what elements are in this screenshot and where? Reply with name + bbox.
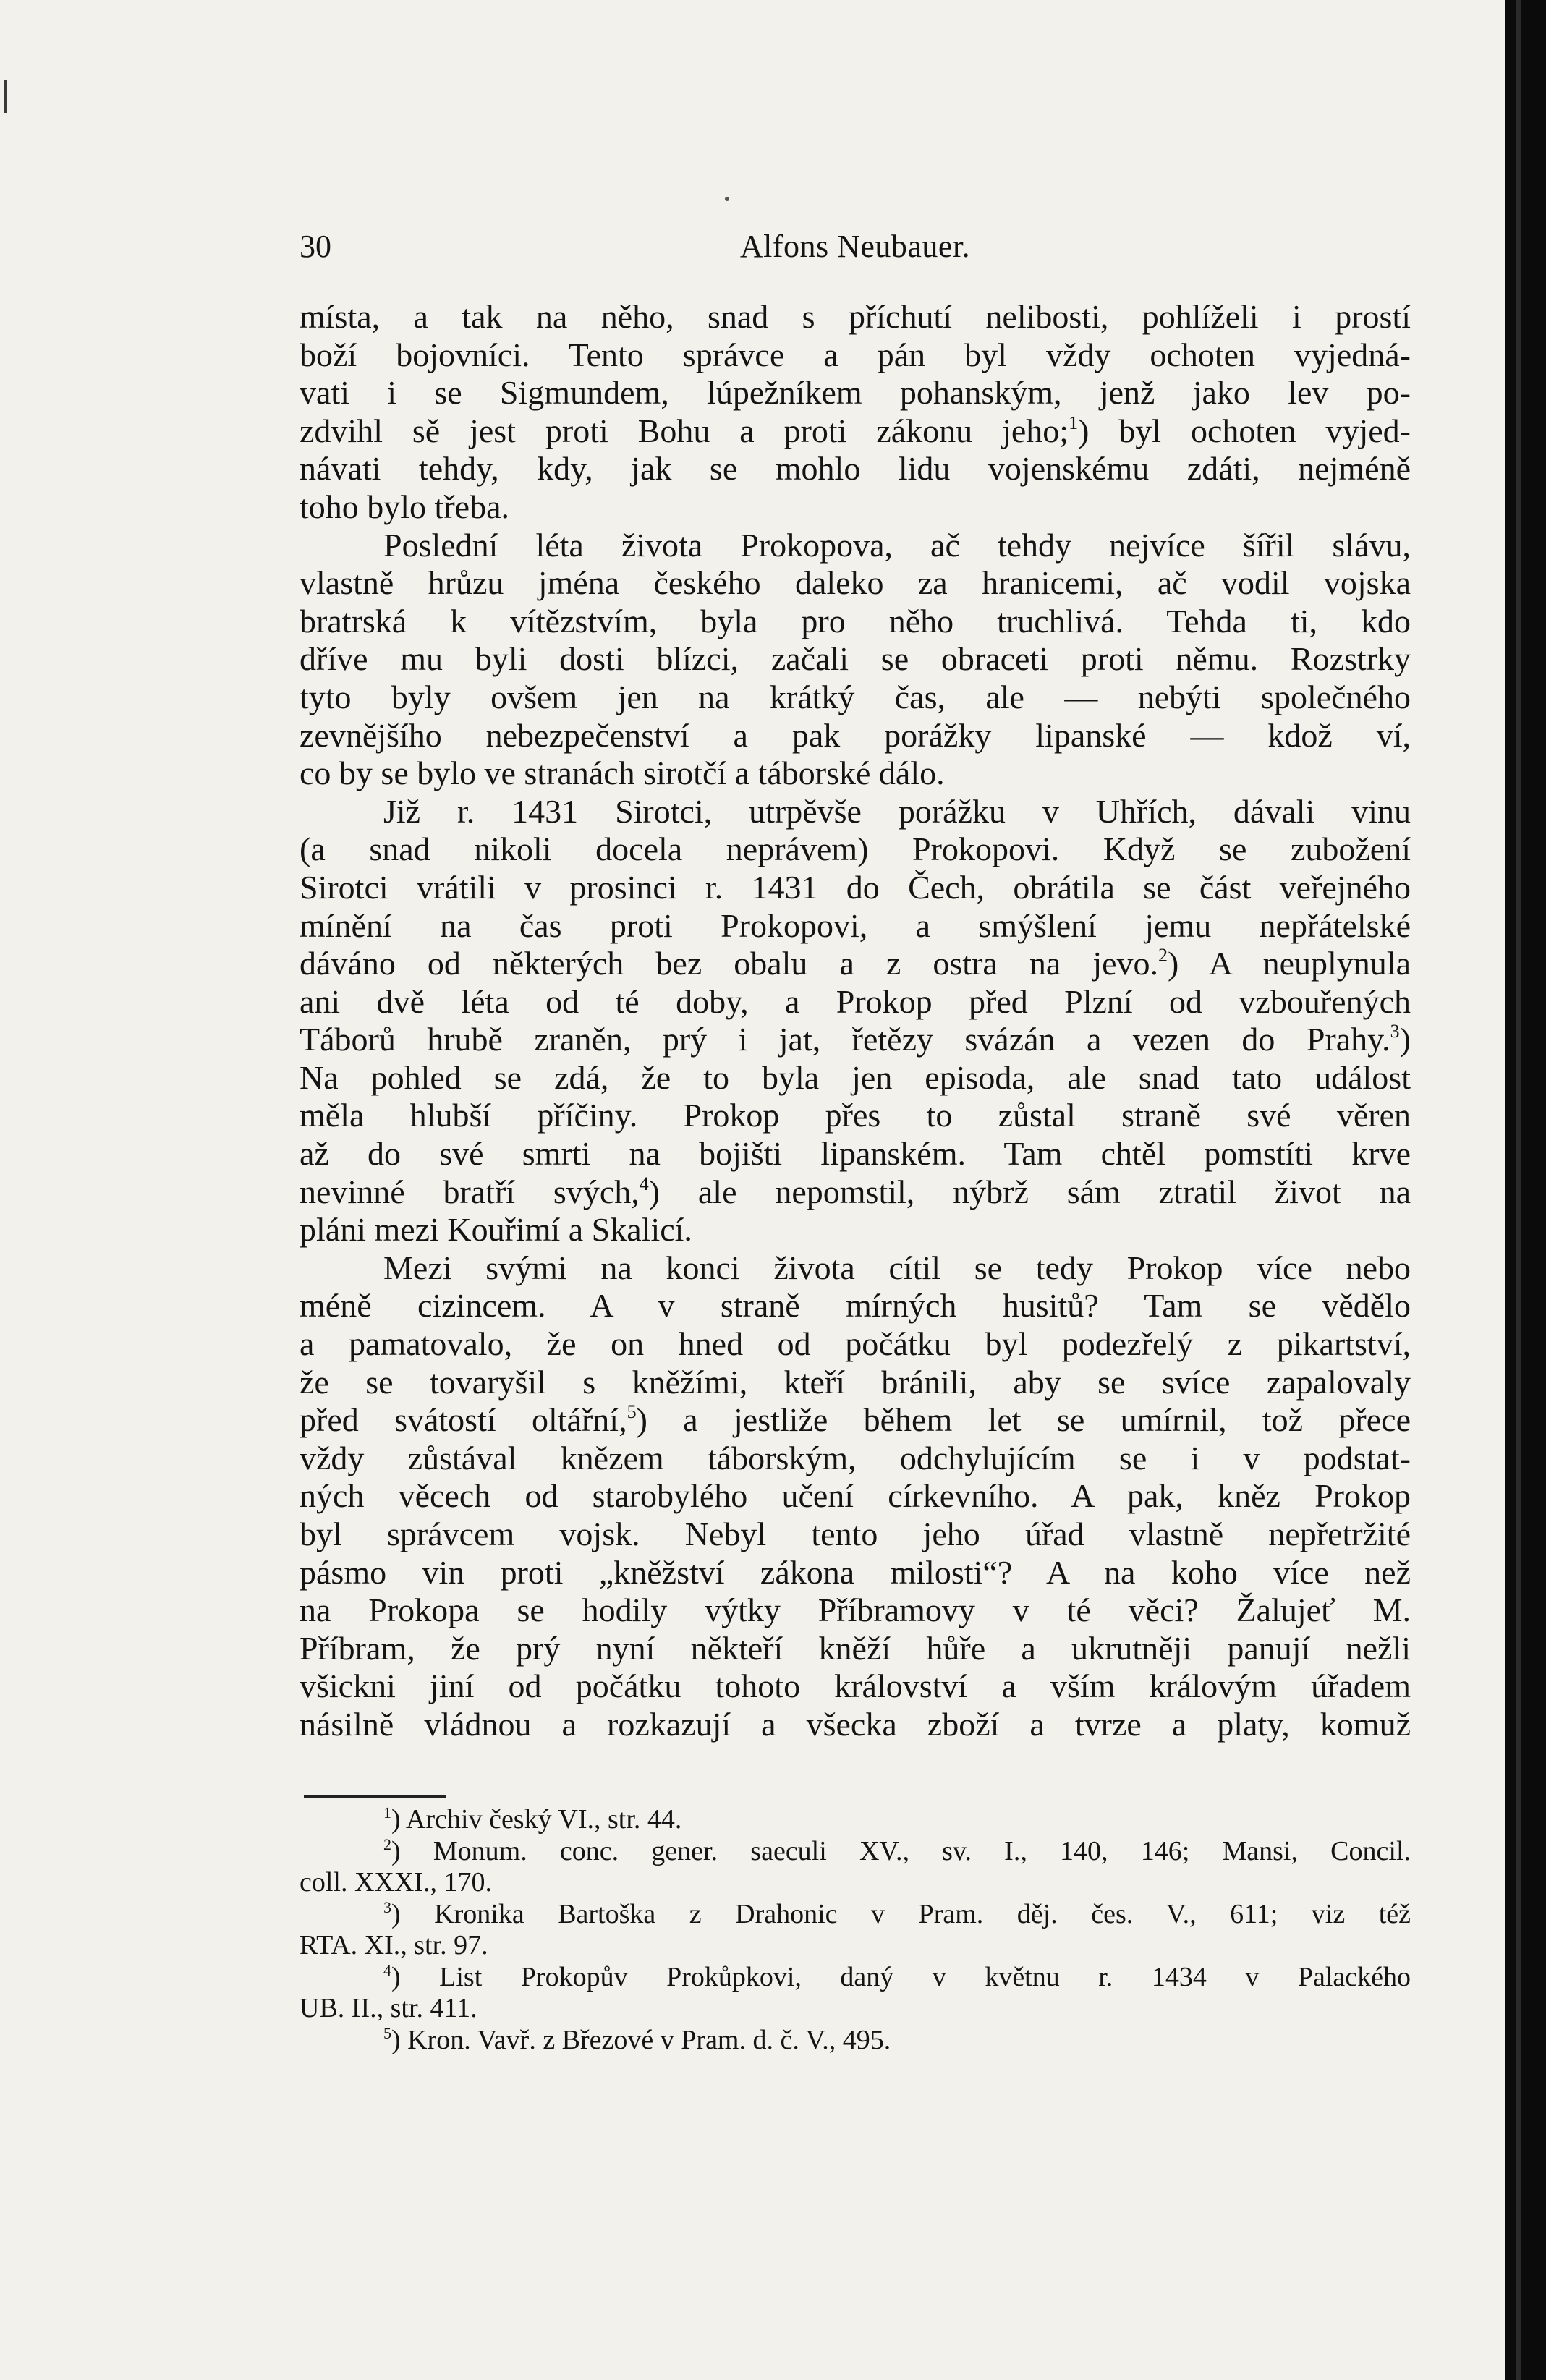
text-fragment: dáváno od některých bez obalu a z ostra na jevo. — [300, 945, 1159, 982]
running-title: Alfons Neubauer. — [739, 229, 971, 264]
text-line: Již r. 1431 Sirotci, utrpěvše porážku v Uhřích, dávali vinu — [383, 792, 1411, 830]
text-line: všickni jiní od počátku tohoto království a vším královým úřadem — [300, 1667, 1411, 1705]
footnote-line — [300, 1899, 1411, 1931]
text-line: Příbram, že prý nyní někteří kněží hůře a ukrutněji panují nežli — [300, 1629, 1411, 1667]
text-line: ani dvě léta od té doby, a Prokop před Plzní od vzbouřených — [300, 982, 1411, 1020]
text-line: ných věcech od starobylého učení církevního. A pak, kněz Prokop — [300, 1477, 1411, 1515]
footnote-ref: 4 — [639, 1173, 649, 1194]
footnote-mark: 1 — [383, 1804, 391, 1822]
footnote-text: ) Kron. Vavř. z Březové v Pram. d. č. V., 495. — [391, 2024, 891, 2055]
footnote-text: ) Monum. conc. gener. saeculi XV., sv. I., 140, 146; Mansi, Concil. — [391, 1835, 1411, 1866]
footnote-line — [300, 1804, 1411, 1836]
footnote-ref: 5 — [627, 1401, 637, 1423]
text-line: Mezi svými na konci života cítil se tedy Prokop více nebo — [383, 1249, 1411, 1286]
footnote-line — [300, 2025, 1411, 2057]
text-line: Na pohled se zdá, že to byla jen episoda, ale snad tato událost — [300, 1058, 1411, 1096]
footnote-ref: 3 — [1390, 1021, 1400, 1042]
footnote-divider — [304, 1795, 446, 1798]
text-line: byl správcem vojsk. Nebyl tento jeho úřad vlastně nepřetržité — [300, 1516, 1411, 1552]
text-line: násilně vládnou a rozkazují a všecka zboží a tvrze a platy, komuž — [300, 1705, 1411, 1743]
footnote-line — [300, 1962, 1411, 1994]
text-line: toho bylo třeba. — [300, 488, 509, 525]
text-line — [300, 1173, 1411, 1212]
scan-border-stripe — [1516, 0, 1521, 2380]
footnote-mark: 2 — [383, 1835, 391, 1853]
text-line: vždy zůstával knězem táborským, odchylujícím se i v podstat- — [300, 1439, 1411, 1476]
footnote-mark: 3 — [383, 1898, 391, 1916]
text-line — [300, 945, 1411, 983]
text-line: (a snad nikoli docela neprávem) Prokopovi. Když se zubožení — [300, 830, 1411, 868]
text-line: pláni mezi Kouřimí a Skalicí. — [300, 1211, 692, 1249]
text-line: mínění na čas proti Prokopovi, a smýšlení jemu nepřátelské — [300, 906, 1411, 944]
text-fragment: nevinné bratří svých, — [300, 1173, 640, 1210]
footnote-mark: 4 — [383, 1961, 391, 1979]
text-line — [300, 1021, 1411, 1059]
footnote-line: UB. II., str. 411. — [300, 1993, 477, 2023]
text-fragment: ) — [1399, 1021, 1411, 1058]
text-line: boží bojovníci. Tento správce a pán byl vždy ochoten vyjedná- — [300, 336, 1411, 373]
text-line: že se tovaryšil s kněžími, kteří bránili, aby se svíce zapalovaly — [300, 1363, 1411, 1401]
text-fragment: Táborů hrubě zraněn, prý i jat, řetězy svázán a vezen do Prahy. — [300, 1021, 1390, 1058]
footnote-line: coll. XXXI., 170. — [300, 1867, 492, 1897]
footnote-line: RTA. XI., str. 97. — [300, 1930, 488, 1960]
text-line: vati i se Sigmundem, lúpežníkem pohanským, jenž jako lev po- — [300, 374, 1411, 412]
main-text — [300, 298, 1411, 1744]
text-fragment: ) A neuplynula — [1168, 945, 1411, 982]
text-line: pásmo vin proti „kněžství zákona milosti“? A na koho více než — [300, 1553, 1411, 1591]
text-fragment: ) a jestliže během let se umírnil, tož přece — [636, 1401, 1411, 1439]
text-line: a pamatovalo, že on hned od počátku byl podezřelý z pikartství, — [300, 1325, 1411, 1363]
text-fragment: ) byl ochoten vyjed- — [1078, 412, 1411, 449]
scan-artifact — [4, 80, 7, 113]
page-number: 30 — [300, 229, 331, 264]
text-line: Sirotci vrátili v prosinci r. 1431 do Čech, obrátila se část veřejného — [300, 868, 1411, 906]
text-line: až do své smrti na bojišti lipanském. Tam chtěl pomstíti krve — [300, 1135, 1411, 1173]
text-line: bratrská k vítězstvím, byla pro něho truchlivá. Tehda ti, kdo — [300, 602, 1411, 639]
footnote-text: ) Kronika Bartoška z Drahonic v Pram. děj. čes. V., 611; viz též — [391, 1898, 1411, 1929]
text-fragment: zdvihl sě jest proti Bohu a proti zákonu jeho; — [300, 412, 1069, 449]
text-line — [300, 1401, 1411, 1440]
footnote-mark: 5 — [383, 2024, 391, 2042]
footnote-ref: 1 — [1069, 412, 1079, 433]
text-line — [300, 412, 1411, 451]
text-line: místa, a tak na něho, snad s příchutí nelibosti, pohlíželi i prostí — [300, 298, 1411, 335]
footnote-text: ) List Prokopův Prokůpkovi, daný v květnu r. 1434 v Palackého — [391, 1961, 1411, 1992]
footnote-text: ) Archiv český VI., str. 44. — [391, 1804, 682, 1835]
footnotes — [300, 1804, 1411, 2056]
text-line: zevnějšího nebezpečenství a pak porážky lipanské — kdož ví, — [300, 716, 1411, 754]
text-line: tyto byly ovšem jen na krátký čas, ale — nebýti společného — [300, 678, 1411, 715]
text-line: méně cizincem. A v straně mírných husitů? Tam se vědělo — [300, 1287, 1411, 1325]
text-fragment: před svátostí oltářní, — [300, 1401, 627, 1439]
text-line: vlastně hrůzu jména českého daleko za hranicemi, ač vodil vojska — [300, 564, 1411, 602]
footnote-ref: 2 — [1158, 945, 1168, 966]
text-line: dříve mu byli dosti blízci, začali se obraceti proti němu. Rozstrky — [300, 640, 1411, 678]
text-line: měla hlubší příčiny. Prokop přes to zůstal straně své věren — [300, 1097, 1411, 1134]
text-line: co by se bylo ve stranách sirotčí a táborské dálo. — [300, 755, 945, 792]
page-header — [300, 221, 1411, 272]
scan-dot — [725, 197, 729, 201]
footnote-line — [300, 1836, 1411, 1868]
text-fragment: ) ale nepomstil, nýbrž sám ztratil život na — [648, 1173, 1411, 1210]
text-line: návati tehdy, kdy, jak se mohlo lidu vojenskému zdáti, nejméně — [300, 450, 1411, 488]
scan-border — [1505, 0, 1546, 2380]
text-line: na Prokopa se hodily výtky Příbramovy v té věci? Žalujeť M. — [300, 1591, 1411, 1629]
text-line: Poslední léta života Prokopova, ač tehdy nejvíce šířil slávu, — [383, 526, 1411, 564]
